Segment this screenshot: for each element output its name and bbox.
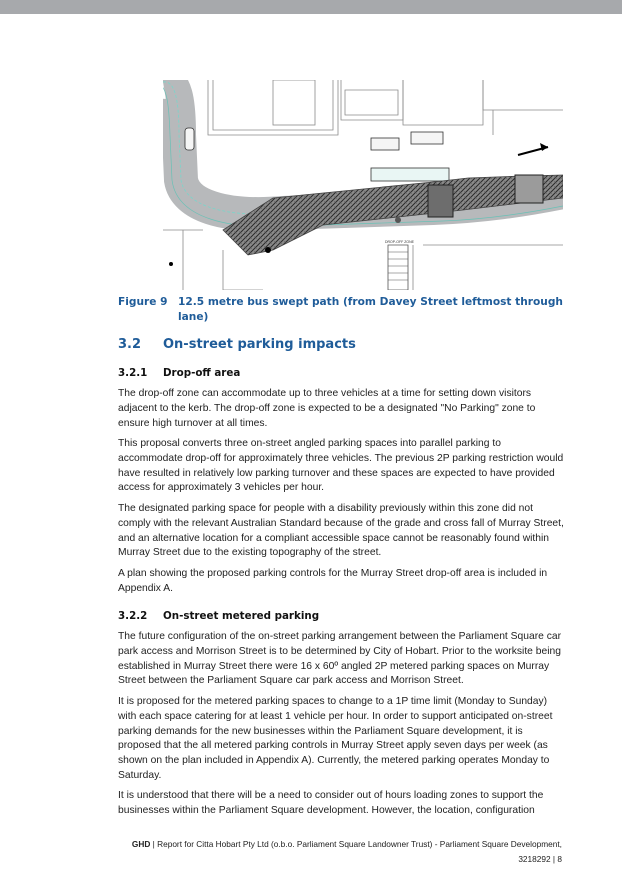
- paragraph: A plan showing the proposed parking controls for the Murray Street drop-off area is included in Appendix A.: [118, 568, 548, 594]
- top-header-bar: [0, 0, 622, 14]
- bus-outline: [371, 168, 449, 181]
- figure-caption-text: 12.5 metre bus swept path (from Davey Street leftmost through lane): [178, 296, 563, 323]
- paragraph: The drop-off zone can accommodate up to three vehicles at a time for setting down visitors adjacent to the kerb. The drop-off zone is expected to be a designated "No Parking" zone to ensure high turnover at all times.: [118, 388, 536, 429]
- subsection-title: On-street metered parking: [163, 610, 320, 622]
- footer-brand: GHD: [131, 839, 151, 849]
- subsection-heading: [118, 367, 240, 379]
- section-number: 3.2: [118, 337, 142, 352]
- paragraph: The future configuration of the on-street parking arrangement between the Parliament Square car park access and Morrison Street is to be determined by City of Hobart. Prior to the worksite being established in Murray Street there were 16 x 60º angled 2P metered parking spaces on Murray Street between the Parliament Square car park access and Morrison Street.: [118, 631, 562, 687]
- footer-text: | Report for Citta Hobart Pty Ltd (o.b.o. Parliament Square Landowner Trust) - Parliament Square Development,: [150, 839, 562, 849]
- paragraph: It is understood that there will be a need to consider out of hours loading zones to support the businesses within the Parliament Square development. However, the location, configuration: [118, 790, 544, 816]
- section-heading: [118, 337, 356, 352]
- bus-swept-path-drawing: [163, 80, 563, 290]
- footer-page-ref: 3218292 | 8: [518, 854, 562, 864]
- subsection-heading: [118, 610, 319, 622]
- section-title: On-street parking impacts: [163, 337, 356, 352]
- figure-caption: [118, 295, 568, 325]
- paragraph: It is proposed for the metered parking spaces to change to a 1P time limit (Monday to Sunday) with each space catering for at least 1 vehicle per hour. In order to support anticipated on-street parking demands for the new businesses within the Parliament Square development, it is proposed that the all metered parking controls in Murray Street apply seven days per week (as shown on the plan included in Appendix A). Currently, the metered parking operates Monday to Saturday.: [118, 696, 553, 781]
- tree-pit-2: [515, 175, 543, 203]
- figure-number: Figure 9: [118, 296, 168, 308]
- bollard: [395, 217, 401, 223]
- tree-pit: [428, 185, 453, 217]
- paragraph: This proposal converts three on-street angled parking spaces into parallel parking to accommodate drop-off for approximately three vehicles. The previous 2P parking restriction would have resulted in relatively low parking turnover and these spaces are expected to have provided access for approximately 3 vehicles per hour.: [118, 438, 564, 494]
- marker-dot: [169, 262, 173, 266]
- page-footer: [62, 837, 562, 867]
- marker-dot: [265, 247, 271, 253]
- subsection-number: 3.2.1: [118, 367, 148, 379]
- subsection-number: 3.2.2: [118, 610, 148, 622]
- subsection-title: Drop-off area: [163, 367, 241, 379]
- drawing-label: DROP-OFF ZONE: [385, 240, 414, 244]
- paragraph: The designated parking space for people with a disability previously within this zone did not comply with the relevant Australian Standard because of the grade and cross fall of Murray Street, and an alternative location for a compliant accessible space cannot be reasonably found within Murray Street due to the existing topography of the street.: [118, 503, 564, 559]
